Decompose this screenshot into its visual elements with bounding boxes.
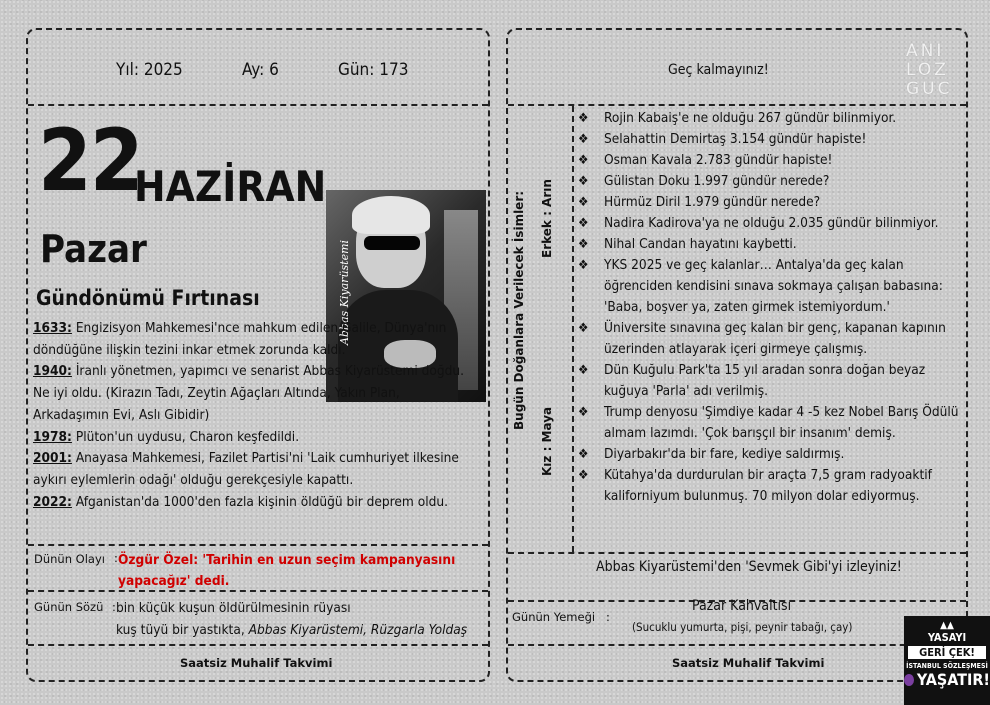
list-item: ❖ Hürmüz Diril 1.979 gündür nerede? — [574, 192, 966, 213]
news-list — [574, 108, 966, 507]
cat-silhouette-icon: ▲▲ — [940, 620, 954, 631]
reminder-text: Geç kalmayınız! — [668, 62, 769, 78]
list-item: ❖ Selahattin Demirtaş 3.154 gündür hapiste! — [574, 129, 966, 150]
list-item: ❖ Üniversite sınavına geç kalan bir genç, kapanan kapının üzerinden atlayarak içeri girmeye çalışmış. — [578, 320, 946, 357]
divider — [28, 644, 488, 646]
day-number: 22 — [38, 111, 142, 211]
diamond-bullet-icon: ❖ — [578, 447, 589, 462]
meal-detail: (Sucuklu yumurta, pişi, peynir tabağı, çay) — [632, 620, 853, 634]
sunglasses — [364, 236, 420, 250]
diamond-bullet-icon: ❖ — [578, 153, 589, 168]
list-item: ❖ YKS 2025 ve geç kalanlar… Antalya'da geç kalan öğrenciden kendisini sınava sokmaya çalışan babasına: 'Baba, boşver ya, zaten girmek istemiyordum.' — [578, 257, 943, 315]
day-of-year-label: Gün: 173 — [338, 60, 409, 80]
list-item: ❖ Diyarbakır'da bir fare, kediye saldırmış. — [574, 444, 966, 465]
yesterday-event-label: Dünün Olayı — [34, 552, 105, 566]
meal-title: Pazar Kahvaltısı — [692, 598, 792, 614]
boy-name: Erkek : Arın — [540, 179, 554, 258]
year-label: Yıl: 2025 — [116, 60, 183, 80]
event-item: 2001: Anayasa Mahkemesi, Fazilet Partisi'ni 'Laik cumhuriyet ilkesine aykırı eylemlerin odağı' olduğu gerekçesiyle kapattı. — [33, 450, 459, 488]
brand-logo: ANI LOZ GUC — [906, 41, 953, 99]
photo-caption: Abbas Kiyarüstemi — [338, 239, 352, 346]
diamond-bullet-icon: ❖ — [578, 468, 589, 483]
event-item: 1633: Engizisyon Mahkemesi'nce mahkum edilen Galile, Dünya'nın döndüğüne ilişkin tezini inkar etmek zorunda kaldı. — [33, 320, 447, 358]
event-item: 1978: Plüton'un uydusu, Charon keşfedildi. — [33, 428, 300, 445]
divider — [28, 544, 488, 546]
list-item: ❖ Osman Kavala 2.783 gündür hapiste! — [574, 150, 966, 171]
diamond-bullet-icon: ❖ — [578, 174, 589, 189]
event-item: 1940: İranlı yönetmen, yapımcı ve senarist Abbas Kiyarüstemi doğdu. Ne iyi oldu. (Kirazın Tadı, Zeytin Ağaçları Altında, Yakın Plan, Arkadaşımın Evi, Aslı Gibidir) — [33, 363, 465, 423]
meal-label: Günün Yemeği — [512, 610, 596, 624]
diamond-bullet-icon: ❖ — [578, 258, 589, 273]
yesterday-event-text: Özgür Özel: 'Tarihin en uzun seçim kampanyasını yapacağız' dedi. — [118, 552, 456, 589]
divider — [508, 104, 966, 106]
diamond-bullet-icon: ❖ — [578, 195, 589, 210]
colon: : — [114, 551, 118, 565]
diamond-bullet-icon: ❖ — [578, 237, 589, 252]
girl-name: Kız : Maya — [540, 406, 554, 476]
film-suggestion: Abbas Kiyarüstemi'den 'Sevmek Gibi'yi izleyiniz! — [596, 559, 902, 575]
month-name: HAZİRAN — [134, 162, 327, 211]
campaign-badge: ▲▲ YASAYI GERİ ÇEK! İSTANBUL SÖZLEŞMESİ YAŞATIR! — [904, 616, 990, 705]
figure-hair — [352, 196, 430, 234]
names-title: Bugün Doğanlara Verilecek İsimler: — [512, 190, 526, 430]
list-item: ❖ Kütahya'da durdurulan bir araçta 7,5 gram radyoaktif kaliforniyum bulunmuş. 70 milyon dolar ediyormuş. — [578, 467, 932, 504]
colon: : — [112, 600, 116, 614]
quote-label: Günün Sözü — [34, 600, 104, 614]
storm-name: Gündönümü Fırtınası — [36, 286, 260, 310]
event-item: 2022: Afganistan'da 1000'den fazla kişinin öldüğü bir deprem oldu. — [33, 493, 449, 510]
list-item: ❖ Gülistan Doku 1.997 gündür nerede? — [574, 171, 966, 192]
diamond-bullet-icon: ❖ — [578, 363, 589, 378]
month-number-label: Ay: 6 — [242, 60, 279, 80]
right-footer: Saatsiz Muhalif Takvimi — [672, 656, 825, 670]
diamond-bullet-icon: ❖ — [578, 405, 589, 420]
diamond-bullet-icon: ❖ — [578, 111, 589, 126]
quote-text: bin küçük kuşun öldürülmesinin rüyası kuş tüyü bir yastıkta, Abbas Kiyarüstemi, Rüzgarla Yoldaş — [116, 600, 468, 638]
left-footer: Saatsiz Muhalif Takvimi — [180, 656, 333, 670]
divider — [508, 552, 966, 554]
list-item: ❖ Nadira Kadirova'ya ne olduğu 2.035 gündür bilinmiyor. — [574, 213, 966, 234]
weekday-name: Pazar — [40, 227, 147, 271]
venus-symbol-icon — [904, 674, 914, 686]
diamond-bullet-icon: ❖ — [578, 321, 589, 336]
list-item: ❖ Trump denyosu 'Şimdiye kadar 4 -5 kez Nobel Barış Ödülü almam lazımdı. 'Çok barışçıl bir insanım' demiş. — [578, 404, 959, 441]
diamond-bullet-icon: ❖ — [578, 132, 589, 147]
list-item: ❖ Dün Kuğulu Park'ta 15 yıl aradan sonra doğan beyaz kuğuya 'Parla' adı verilmiş. — [578, 362, 926, 399]
diamond-bullet-icon: ❖ — [578, 216, 589, 231]
divider — [508, 644, 966, 646]
list-item: ❖ Nihal Candan hayatını kaybetti. — [574, 234, 966, 255]
history-events — [33, 318, 479, 513]
colon: : — [606, 610, 610, 624]
divider — [28, 104, 488, 106]
list-item: ❖ Rojin Kabaiş'e ne olduğu 267 gündür bilinmiyor. — [574, 108, 966, 129]
